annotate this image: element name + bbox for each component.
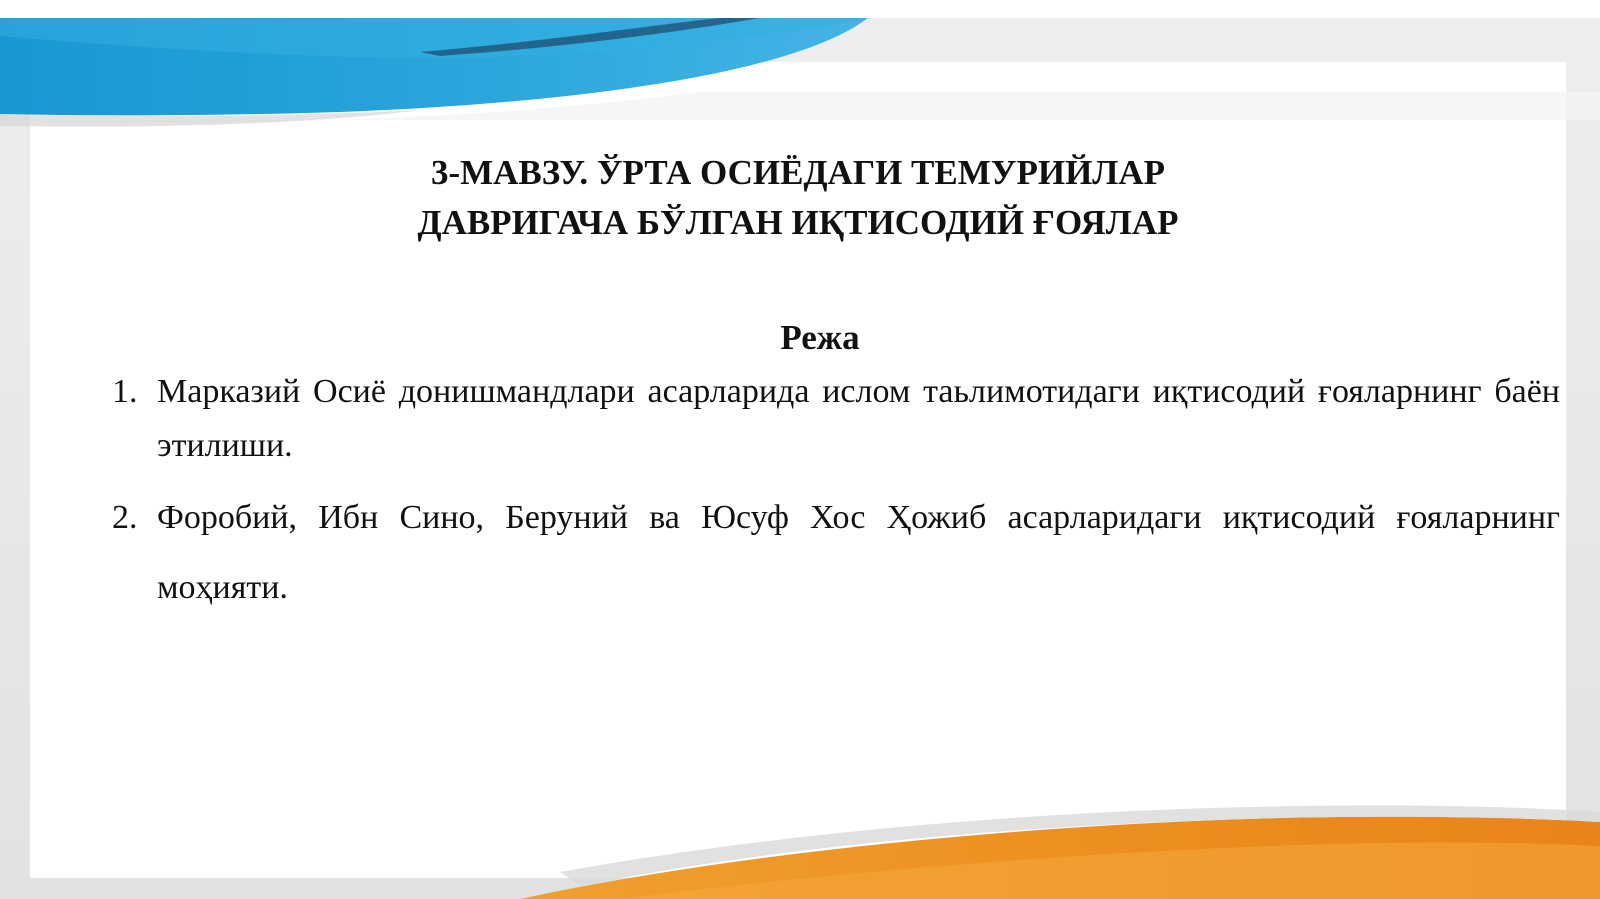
slide-content xyxy=(30,60,1566,880)
plan-item-text: Марказий Осиё донишмандлари асарларида ислом таьлимотидаги иқтисодий ғояларнинг баён этилиши. xyxy=(157,373,1560,464)
plan-list xyxy=(112,365,1560,623)
plan-heading: Режа xyxy=(780,318,860,357)
slide-title-line-1: 3-МАВЗУ. ЎРТА ОСИЁДАГИ ТЕМУРИЙЛАР xyxy=(430,153,1166,192)
slide-title-line-2: ДАВРИГАЧА БЎЛГАН ИҚТИСОДИЙ ҒОЯЛАР xyxy=(417,203,1179,242)
plan-item-text: Форобий, Ибн Сино, Беруний ва Юсуф Хос Ҳожиб асарларидаги иқтисодий ғояларнинг моҳияти. xyxy=(157,499,1560,606)
plan-item-number: 1. xyxy=(112,373,138,410)
plan-item xyxy=(112,483,1560,623)
slide-title xyxy=(30,148,1566,248)
plan-item xyxy=(112,365,1560,473)
plan-item-number: 2. xyxy=(112,499,138,536)
